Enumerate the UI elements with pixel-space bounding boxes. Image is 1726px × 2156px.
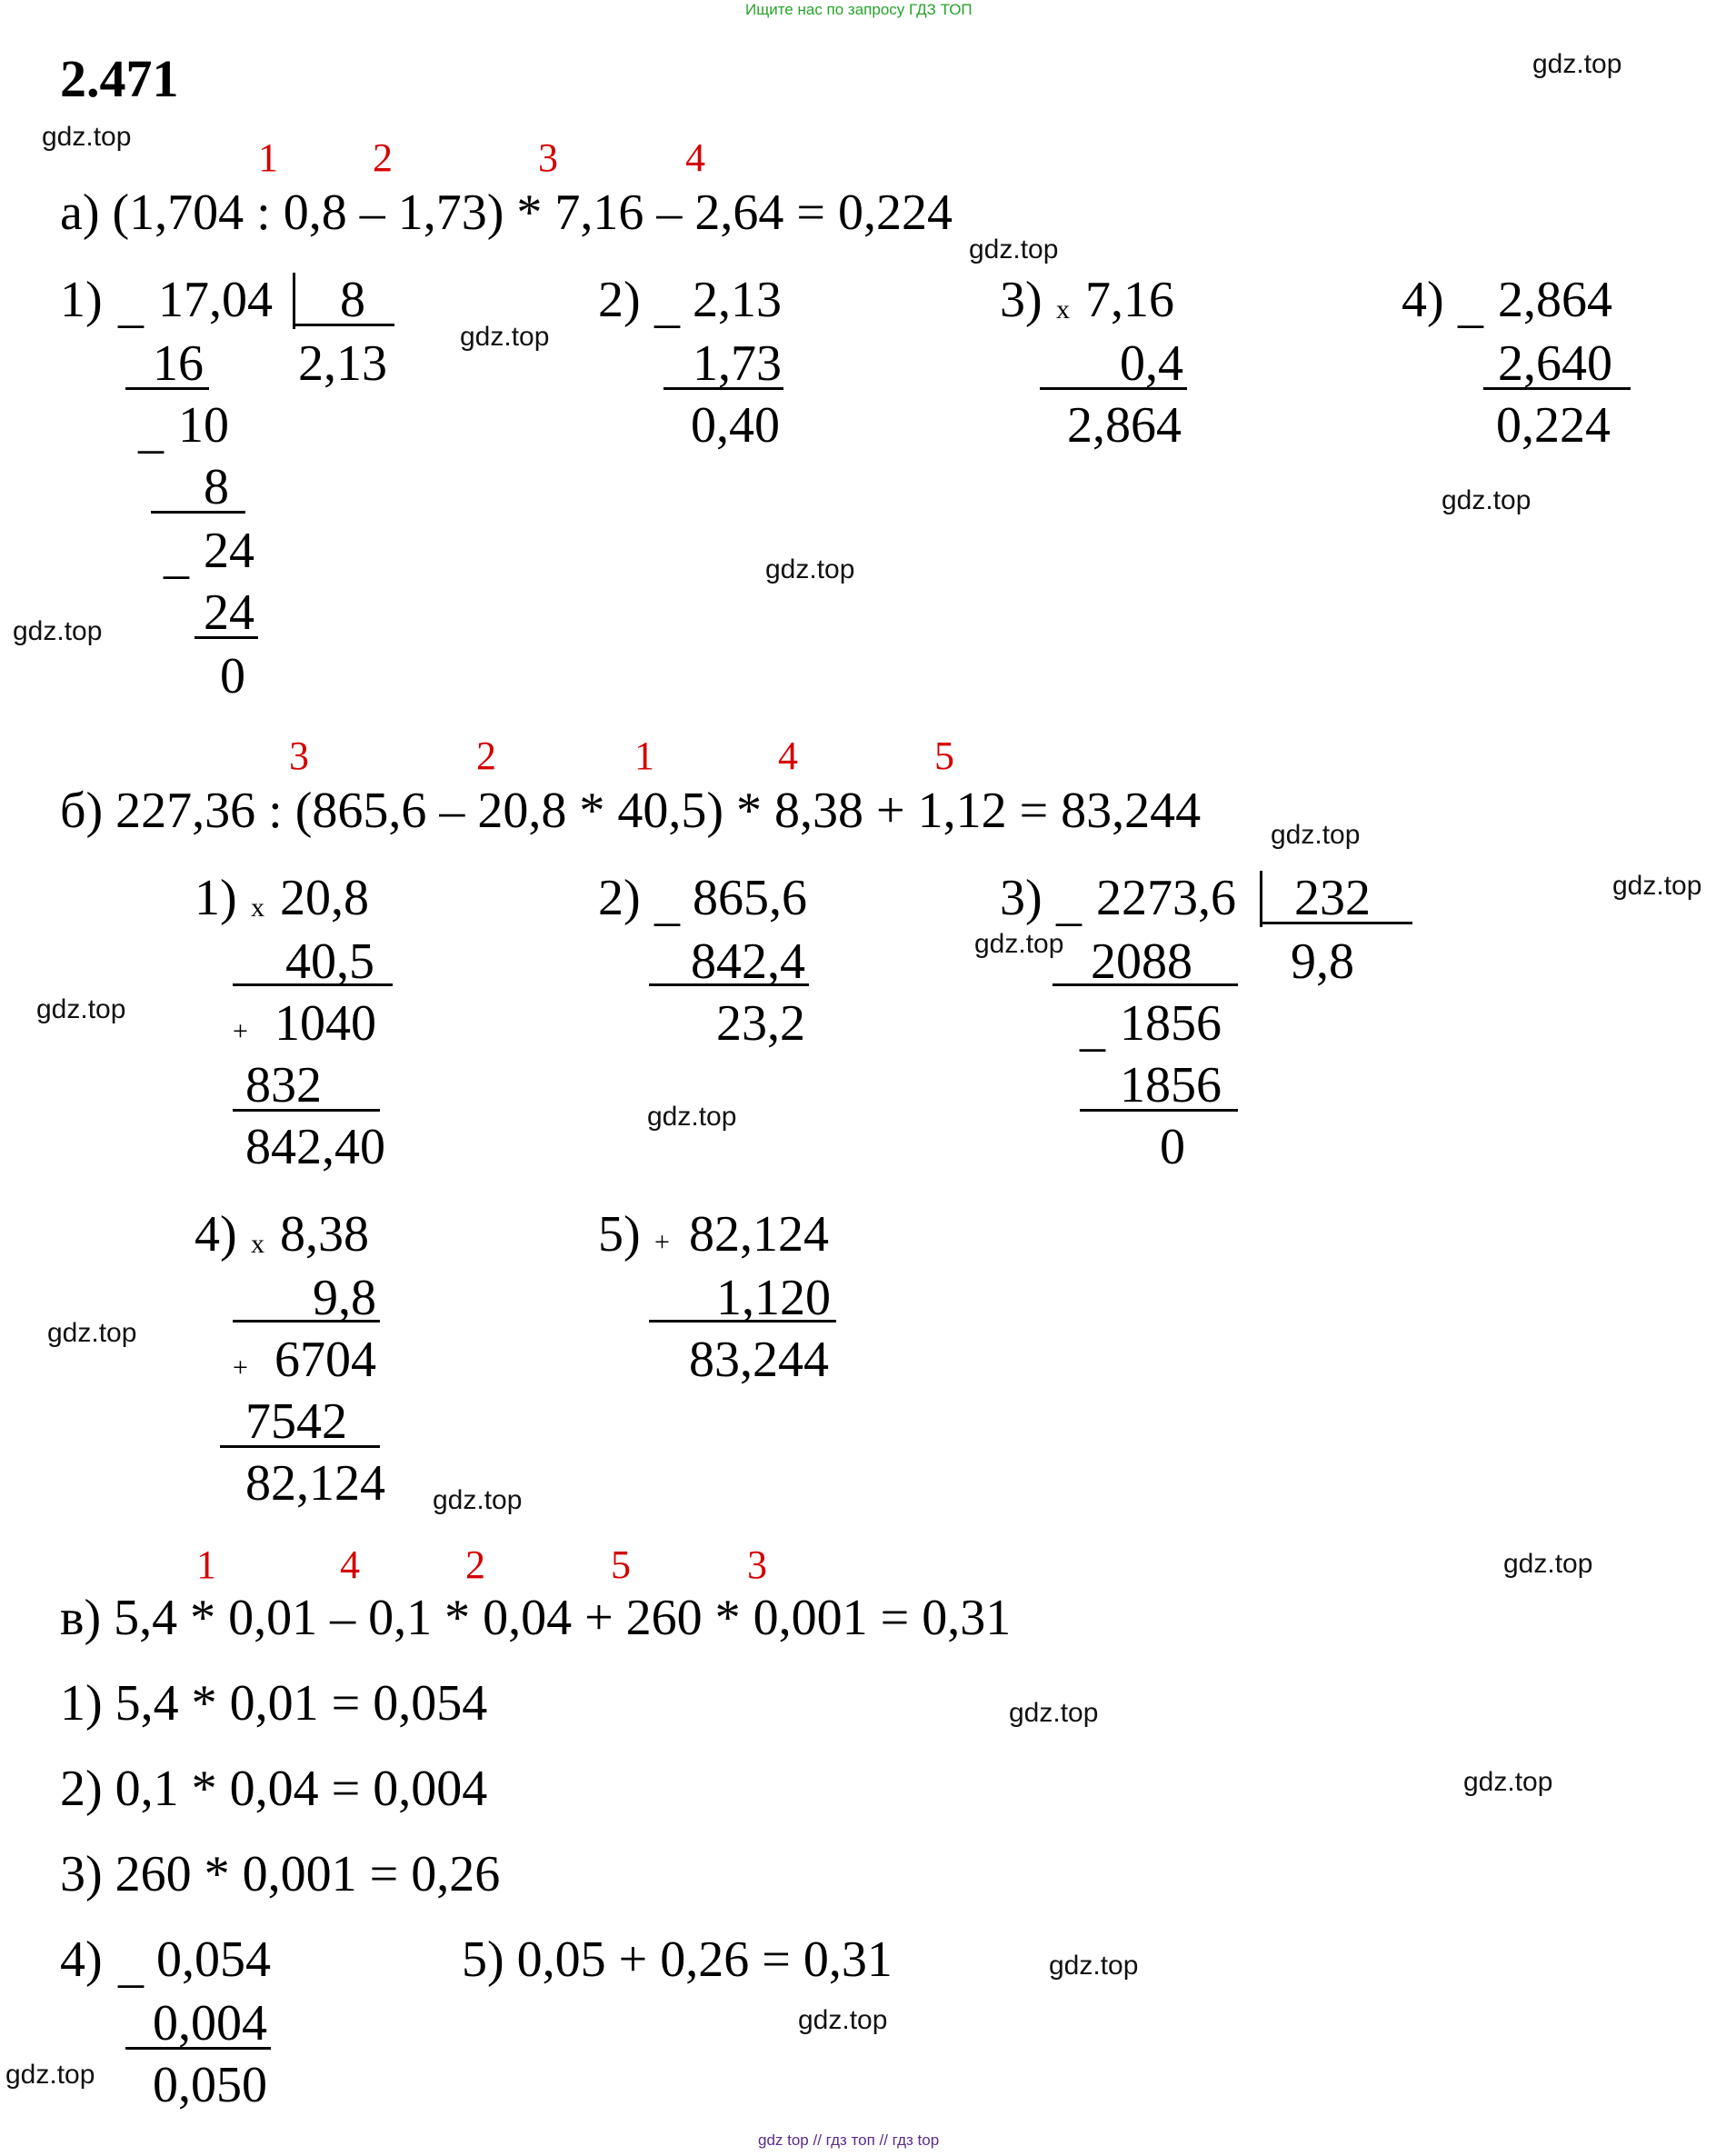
plus-sign: + (233, 1352, 248, 1382)
sub-line (125, 387, 209, 390)
order-mark: 2 (465, 1542, 485, 1587)
sub-line (151, 511, 245, 514)
order-mark: 1 (196, 1542, 216, 1587)
exercise-number: 2.471 (60, 49, 179, 108)
partial-product: 7542 (245, 1393, 347, 1450)
order-mark: 5 (611, 1542, 631, 1587)
watermark: gdz.top (969, 235, 1059, 265)
order-mark: 2 (373, 135, 393, 180)
division-row: 24 (204, 523, 254, 579)
multiplicand: 7,16 (1085, 272, 1174, 328)
step-label: 3) (1000, 870, 1043, 926)
minus-sign: _ (654, 875, 680, 932)
order-mark: 4 (340, 1542, 360, 1587)
step-label: 2) (598, 272, 641, 328)
multiply-sign: x (251, 1229, 264, 1259)
order-mark: 3 (289, 734, 309, 778)
partial-product: 832 (245, 1057, 322, 1113)
division-row: 1856 (1120, 1057, 1222, 1113)
watermark: gdz.top (647, 1102, 737, 1132)
sub-line (1080, 1109, 1238, 1112)
divisor: 232 (1294, 870, 1371, 926)
order-mark: 3 (747, 1542, 767, 1587)
step-line: 2) 0,1 * 0,04 = 0,004 (60, 1761, 488, 1817)
multiply-sign: x (251, 893, 264, 923)
result: 23,2 (716, 995, 805, 1052)
watermark: gdz.top (1503, 1549, 1593, 1579)
result: 0,050 (153, 2057, 267, 2113)
sub-line (1053, 983, 1238, 986)
result-line (233, 983, 393, 986)
watermark: gdz.top (765, 554, 855, 584)
minus-sign: _ (654, 277, 680, 334)
watermark: gdz.top (1009, 1698, 1099, 1728)
result: 2,864 (1067, 397, 1182, 454)
subtrahend: 842,4 (691, 933, 805, 990)
partial-product: 6704 (274, 1332, 376, 1388)
minuend: 0,054 (156, 1931, 271, 1988)
result-line (649, 983, 809, 986)
result-line (233, 1109, 380, 1112)
expression-a: а) (1,704 : 0,8 – 1,73) * 7,16 – 2,64 = 0,224 (60, 185, 953, 241)
division-row: 1856 (1120, 995, 1222, 1052)
divisor: 8 (340, 272, 365, 328)
division-row: 10 (178, 397, 229, 454)
step-label: 4) (60, 1931, 103, 1988)
minus-sign: _ (118, 277, 144, 334)
order-mark: 3 (538, 135, 558, 180)
order-mark: 1 (258, 135, 278, 180)
division-row: 16 (153, 335, 204, 392)
minus-sign: _ (1458, 277, 1483, 334)
division-row: 0 (220, 648, 245, 704)
order-mark: 4 (685, 135, 705, 180)
watermark: gdz.top (1532, 49, 1622, 79)
order-mark: 5 (934, 734, 954, 778)
multiplier: 40,5 (285, 933, 374, 990)
step-label: 5) (598, 1206, 641, 1263)
sub-line (195, 636, 258, 639)
quotient: 9,8 (1291, 933, 1354, 990)
watermark: gdz.top (1271, 820, 1361, 850)
addend: 82,124 (689, 1206, 829, 1263)
division-row: 2088 (1091, 933, 1192, 990)
step-label: 4) (195, 1206, 237, 1263)
footer-links[interactable]: gdz top // гдз топ // гдз top (758, 2131, 940, 2149)
watermark: gdz.top (433, 1485, 523, 1515)
division-row: 8 (204, 459, 229, 515)
minus-sign: _ (118, 1937, 144, 1993)
division-row: 24 (204, 584, 254, 641)
dividend: 17,04 (158, 272, 273, 328)
addend: 1,120 (716, 1270, 831, 1326)
result-line (233, 1320, 380, 1323)
result: 83,244 (689, 1332, 829, 1388)
result: 0,224 (1496, 397, 1611, 454)
result-line (649, 1320, 836, 1323)
step-label: 1) (60, 272, 103, 328)
expression-v: в) 5,4 * 0,01 – 0,1 * 0,04 + 260 * 0,001 = 0,31 (60, 1590, 1012, 1646)
result: 82,124 (245, 1455, 385, 1512)
dividend: 2273,6 (1096, 870, 1236, 926)
order-mark: 2 (476, 734, 496, 778)
watermark: gdz.top (13, 616, 103, 646)
division-row: 0 (1160, 1119, 1185, 1175)
subtrahend: 1,73 (693, 335, 782, 392)
watermark: gdz.top (42, 122, 132, 152)
order-mark: 1 (634, 734, 654, 778)
watermark: gdz.top (798, 2005, 888, 2035)
watermark: gdz.top (1049, 1951, 1139, 1981)
minuend: 2,13 (693, 272, 782, 328)
watermark: gdz.top (5, 2060, 95, 2090)
result-line (663, 387, 783, 390)
minuend: 865,6 (693, 870, 807, 926)
step-line: 1) 5,4 * 0,01 = 0,054 (60, 1675, 488, 1732)
result-line (1040, 387, 1187, 390)
division-bar (1260, 871, 1262, 927)
minus-sign: _ (1080, 1001, 1105, 1057)
result: 842,40 (245, 1119, 385, 1175)
multiplicand: 8,38 (280, 1206, 369, 1263)
result-line (125, 2047, 271, 2050)
plus-sign: + (233, 1016, 248, 1046)
minus-sign: _ (1056, 875, 1082, 932)
order-mark: 4 (778, 734, 798, 778)
watermark: gdz.top (1612, 871, 1702, 901)
minus-sign: _ (164, 528, 189, 584)
multiplier: 9,8 (313, 1270, 376, 1326)
watermark: gdz.top (460, 322, 550, 352)
expression-b: б) 227,36 : (865,6 – 20,8 * 40,5) * 8,38 + 1,12 = 83,244 (60, 783, 1202, 839)
minus-sign: _ (138, 403, 164, 459)
step-label: 4) (1402, 272, 1444, 328)
watermark: gdz.top (974, 929, 1064, 959)
partial-product: 1040 (274, 995, 376, 1052)
step-label: 2) (598, 870, 641, 926)
subtrahend: 2,640 (1498, 335, 1612, 392)
multiply-sign: x (1056, 294, 1070, 324)
result: 0,40 (691, 397, 780, 454)
step-line: 3) 260 * 0,001 = 0,26 (60, 1846, 501, 1902)
result-line (220, 1445, 380, 1448)
watermark: gdz.top (36, 994, 126, 1024)
division-bar (293, 273, 295, 329)
watermark: gdz.top (1463, 1767, 1553, 1797)
step-line: 5) 0,05 + 0,26 = 0,31 (462, 1931, 893, 1988)
step-label: 1) (195, 870, 237, 926)
multiplier: 0,4 (1120, 335, 1183, 392)
watermark: gdz.top (1442, 485, 1531, 515)
quotient: 2,13 (298, 335, 387, 392)
result-line (1483, 387, 1631, 390)
subtrahend: 0,004 (153, 1995, 267, 2051)
search-banner[interactable]: Ищите нас по запросу ГДЗ ТОП (745, 1, 973, 18)
multiplicand: 20,8 (280, 870, 369, 926)
step-label: 3) (1000, 272, 1043, 328)
minuend: 2,864 (1498, 272, 1612, 328)
watermark: gdz.top (47, 1318, 137, 1348)
plus-sign: + (654, 1227, 670, 1257)
